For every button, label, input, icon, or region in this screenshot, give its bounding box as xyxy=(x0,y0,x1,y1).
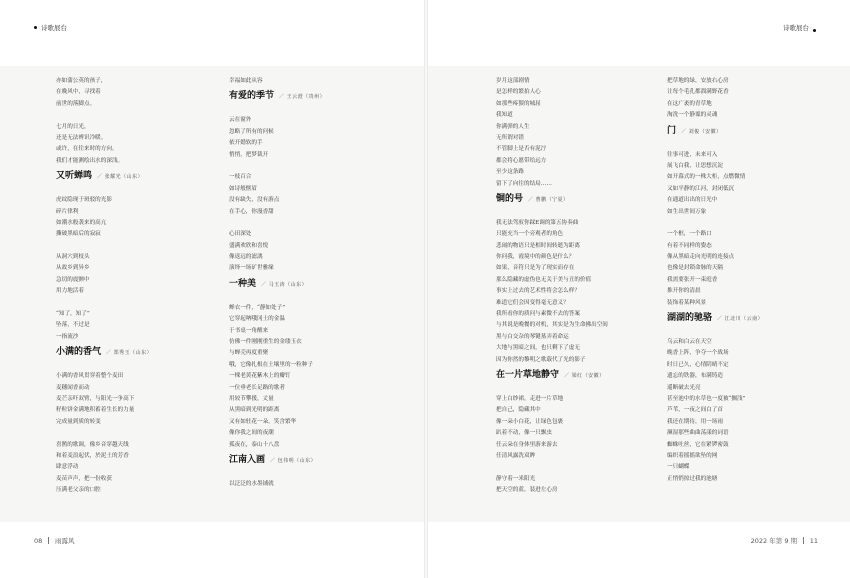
poem-line: 我无法驾驭你踩E调的第五协奏曲 xyxy=(496,219,579,226)
poem-line: 蜘蛛吐丝，它在紧锣密鼓 xyxy=(667,441,729,448)
right-page-column-1 xyxy=(496,76,666,497)
poem-line: 装饰着某种风景 xyxy=(667,299,707,306)
poem-line: 喜鹊的歌调，像乡音穿越天线 xyxy=(56,441,129,448)
poem-line: 撕破黑暗后的寂寂 xyxy=(56,231,101,238)
left-footer xyxy=(34,536,74,545)
poem-stanza xyxy=(56,122,226,168)
poem-stanza xyxy=(56,252,226,298)
poem-line: 事实上过去的艺术性将会怎么样？ xyxy=(496,288,580,295)
poem-line: 任云朵在身体里游来游去 xyxy=(496,441,558,448)
poem-title: 有爱的季节 xyxy=(229,91,275,102)
poem-line: 也像是封锁命脉的天隔 xyxy=(667,265,723,272)
right-section-name: 诗歌展台 xyxy=(783,24,809,32)
poem-line: 或许，在往来时的方向。 xyxy=(56,146,118,153)
poem-title: 小满的香气 xyxy=(56,347,102,358)
poem-line: 仿佛一件刚刚重生的金缕玉衣 xyxy=(229,339,302,346)
poem-line: 一指流沙 xyxy=(56,333,79,340)
poem-line: 任清风露洗双眸 xyxy=(496,452,536,459)
stanza-break xyxy=(56,298,226,309)
poem-title-block xyxy=(56,171,226,191)
poem-line: 它穿起呐哦冈土的金温 xyxy=(229,316,285,323)
poem-title-block xyxy=(667,126,837,146)
right-page xyxy=(428,0,850,578)
poem-stanza xyxy=(56,76,226,110)
bullet-icon xyxy=(813,29,816,32)
right-page-column-2 xyxy=(667,76,837,485)
poem-line: 与蝉壳再度重聚 xyxy=(229,350,269,357)
poem-line: 盛满欢欣和喜悦 xyxy=(229,242,269,249)
poem-title: 门 xyxy=(667,125,677,136)
poem-line: 静守着一米阳光 xyxy=(496,475,536,482)
poem-line: 展飞白我，让思想沉淀 xyxy=(667,162,723,169)
poem-line: 芦苇，一夜之间白了首 xyxy=(667,407,723,414)
poem-line: 趴着不动，像一只飘虫 xyxy=(496,430,552,437)
poem-stanza xyxy=(229,303,399,451)
poem-line: 把天空的蓝，装进左心房 xyxy=(496,487,558,494)
poem-line: 如潮水般袭来的高亢 xyxy=(56,219,107,226)
poem-line: 我还在期待，用一场雨 xyxy=(667,418,723,425)
poem-line: 如开幕式的一株大柜，点燃微情 xyxy=(667,174,746,181)
poem-line: 像一朵小白花，让绿色包裹 xyxy=(496,418,564,425)
poem-line: 于书桌一角醒来 xyxy=(229,327,269,334)
poem-line: 编织着摇摇欲坠的网 xyxy=(667,452,718,459)
stanza-break xyxy=(229,218,399,229)
poem-line: 从洞穴到枝头 xyxy=(56,254,90,261)
poem-line: 正悄悄掠过我的池塘 xyxy=(667,475,718,482)
poem-line: 小满的香风贯穿着整个麦田 xyxy=(56,373,124,380)
poem-line: 蝉衣一件，“静如处子” xyxy=(229,304,286,311)
poem-line: 还是无法辨识冷暖。 xyxy=(56,134,107,141)
poem-line: 坠落，不过是 xyxy=(56,322,90,329)
poem-author: ／ 梁红（安徽） xyxy=(564,372,605,379)
poem-stanza xyxy=(496,76,666,190)
poem-line: 与其说是晚餐的对机，其实是为生命拂出空间 xyxy=(496,322,608,329)
right-running-header xyxy=(783,23,816,32)
poem-title-block xyxy=(229,279,399,299)
poem-line: 不管脚上是否有泥泞 xyxy=(496,146,547,153)
poem-line: 把自己，隐藏其中 xyxy=(496,407,541,414)
poem-line: 有着不同样的姿态 xyxy=(667,242,712,249)
poem-stanza xyxy=(496,474,666,497)
poem-line: 都会将心愿带给远方 xyxy=(496,157,547,164)
poem-line: 黑与白交杂的琴键墓弄着命运 xyxy=(496,333,569,340)
right-page-bottom-margin xyxy=(428,522,850,578)
poem-line: 一只蝴蝶 xyxy=(667,464,690,471)
poem-line: 在这广袤的青草地 xyxy=(667,100,712,107)
poem-line: 七月的日光， xyxy=(56,123,90,130)
poem-line: 从黑暗到光明的距离 xyxy=(229,407,280,414)
poem-line: 一位垂老长足路的歌者 xyxy=(229,384,285,391)
poem-stanza xyxy=(229,115,399,161)
poem-author: ／ 曹鹏（宁夏） xyxy=(528,196,569,203)
poem-line: 依开婚软的手 xyxy=(229,140,263,147)
poem-line: 心田深处 xyxy=(229,231,252,238)
poem-line: 孤夜在，泰山十八盘 xyxy=(229,441,280,448)
right-footer xyxy=(751,536,818,545)
poem-title: 一种美 xyxy=(229,278,257,289)
poem-stanza xyxy=(229,76,399,87)
left-section-name: 诗歌展台 xyxy=(41,24,67,32)
poem-line: 在晚风中，寻找着 xyxy=(56,89,101,96)
poem-line: 急切的震颤中 xyxy=(56,276,90,283)
poem-line: 完成量到质的转变 xyxy=(56,418,101,425)
right-page-top-margin xyxy=(428,0,850,66)
poem-stanza xyxy=(496,218,666,366)
poem-line: “知了，知了” xyxy=(56,311,90,318)
poem-line: 演绎一场矿世雅缘 xyxy=(229,265,274,272)
left-page-column-2 xyxy=(229,76,399,490)
poem-line: 我所看你的质问与素微不去的答案 xyxy=(496,311,580,318)
poem-line: 那么隐藏的虚伪也无关于美与丑的价值 xyxy=(496,276,592,283)
stanza-break xyxy=(56,110,226,121)
poem-line: 一枝百合 xyxy=(229,174,252,181)
poem-line: 在通道出出的日光中 xyxy=(667,197,718,204)
poem-title-block xyxy=(496,194,666,214)
poem-title-block xyxy=(229,455,399,475)
poem-line: 忽略了所有的问候 xyxy=(229,128,274,135)
poem-author: ／ 刘俊（安徽） xyxy=(681,128,722,135)
poem-line: 用力地活着 xyxy=(56,288,84,295)
poem-line: 岁月这部剧情 xyxy=(496,78,530,84)
poem-line: 如那些疼猥的城屈 xyxy=(496,100,541,107)
left-page xyxy=(0,0,424,578)
poem-line: 无所谓对错 xyxy=(496,134,524,141)
poem-line: 像返远的滤漓 xyxy=(229,254,263,261)
poem-line: 云在窗外 xyxy=(229,117,252,124)
poem-line: 籽粒饼金满地积蓄着生长的力量 xyxy=(56,407,135,414)
poem-line: 麦苗声声，把一份收获 xyxy=(56,475,112,482)
poem-title-block xyxy=(56,347,226,367)
poem-line: 用较节攀援，丈量 xyxy=(229,395,274,402)
poem-line: 碎片律利 xyxy=(56,208,79,215)
poem-line: 淘洗一个静谧的灵魂 xyxy=(667,112,718,119)
poem-line: 乌云和白云在天空 xyxy=(667,339,712,346)
poem-author: ／ 江北川（云南） xyxy=(717,316,764,323)
poem-author: ／ 郑秀玉（山东） xyxy=(106,350,153,357)
bullet-icon xyxy=(34,26,37,29)
poem-line: 如生出世间万象 xyxy=(667,208,707,215)
stanza-break xyxy=(56,241,226,252)
poem-title: 湖湖的驰骆 xyxy=(667,313,713,324)
poem-line: 让每个毛孔都溜满野花香 xyxy=(667,89,729,96)
poem-line: 我们才能测绘出水的深浅。 xyxy=(56,157,124,164)
poem-line: 哦，它像扎根在土壤里的一粒种子 xyxy=(229,361,313,368)
poem-stanza xyxy=(56,195,226,241)
footer-divider xyxy=(803,537,804,544)
poem-line: 虎纹隐现于斑驳的光影 xyxy=(56,197,112,204)
poem-stanza xyxy=(56,440,226,497)
left-page-number: 08 xyxy=(34,536,43,545)
poem-line: 是怎样的繁拍人心 xyxy=(496,89,541,96)
issue-label: 2022 年第 9 期 xyxy=(750,537,798,545)
poem-line: 悄悄，把梦裁开 xyxy=(229,151,269,158)
poem-line: 幸福如此从容 xyxy=(229,78,263,84)
poem-line: 又有如驻花一朵，笑含繁华 xyxy=(229,418,297,425)
poem-line: 留下了向往的结局…… xyxy=(496,180,552,187)
poem-line: 你满弹的人生 xyxy=(496,123,530,130)
poem-title: 又听蝉鸣 xyxy=(56,171,93,182)
poem-line: 我需要张开一束庭香 xyxy=(667,276,718,283)
poem-author: ／ 张耀光（山东） xyxy=(97,174,144,181)
poem-line: 压满老父亲的口腔 xyxy=(56,487,101,494)
poem-line: 像你我之间的夜潮 xyxy=(229,430,274,437)
poem-line: 晚香上阵，争夺一个战场 xyxy=(667,350,729,357)
poem-line: 遥断破去光亮 xyxy=(667,384,701,391)
left-page-bottom-margin xyxy=(0,522,424,578)
poem-title-block xyxy=(496,370,666,390)
poem-line: 我知道 xyxy=(496,112,513,119)
poem-line: 难道它们会因变得毫无意义？ xyxy=(496,299,569,306)
poem-line: 推开你的清晨 xyxy=(667,288,701,295)
left-page-column-1 xyxy=(56,76,226,497)
left-running-header xyxy=(34,23,67,32)
poem-line: 因为你然的黎明之歌载代了光的影子 xyxy=(496,356,586,363)
poem-stanza xyxy=(229,229,399,275)
poem-line: 没有缺失，没有游点 xyxy=(229,197,280,204)
poem-line: 一个框，一个路口 xyxy=(667,231,712,238)
poem-line: 大地与黑暗之间，也只剩下了虚无 xyxy=(496,345,580,352)
poem-line: 从故乡到异乡 xyxy=(56,265,90,272)
poem-stanza xyxy=(667,76,837,122)
left-page-top-margin xyxy=(0,0,424,66)
poem-title: 江南入画 xyxy=(229,454,266,465)
poem-line: 把草地的绿，安放右心房 xyxy=(667,78,729,84)
poem-title: 在一片草地静守 xyxy=(496,369,560,380)
poem-stanza xyxy=(56,309,226,343)
poem-author: ／ 马玉涛（山东） xyxy=(261,281,308,288)
poem-title-block xyxy=(667,313,837,333)
poem-line: 如果，音符只是为了现实而存在 xyxy=(496,265,575,272)
right-page-number: 11 xyxy=(809,536,818,545)
poem-title-block xyxy=(229,91,399,111)
poem-line: 只能充当一个旁观者的角色 xyxy=(496,231,564,238)
poem-title: 铜的号 xyxy=(496,193,524,204)
poem-stanza xyxy=(667,150,837,218)
stanza-break xyxy=(496,462,666,473)
footer-divider xyxy=(48,537,49,544)
poem-line: 像从黑暗走向光明的连接点 xyxy=(667,254,735,261)
poem-line: 麦穗闻香而动 xyxy=(56,384,90,391)
poem-line: 至少这条路 xyxy=(496,169,524,176)
poem-line: 穿上白纱裙，走进一片草地 xyxy=(496,395,564,402)
poem-stanza xyxy=(667,229,837,309)
poem-line: 往事可进，未来可入 xyxy=(667,151,718,158)
poem-line: 如诗般惬眉 xyxy=(229,185,257,192)
poem-stanza xyxy=(229,479,399,490)
magazine-name: 雨露风 xyxy=(54,537,75,545)
poem-line: 亦如蒲公英的孩子， xyxy=(56,78,107,84)
poem-line: 肆意浮动 xyxy=(56,464,79,471)
poem-line: 遗忘的铁器，布满铸造 xyxy=(667,373,723,380)
poem-line: 以泛泛的水墨铺就 xyxy=(229,480,274,487)
poem-stanza xyxy=(496,394,666,462)
poem-line: 麦芒亲吓双臂，与阳光一争高下 xyxy=(56,395,135,402)
poem-stanza xyxy=(229,172,399,218)
poem-line: 前世的落脚点。 xyxy=(56,100,96,107)
poem-author: ／ 王云澄（贵州） xyxy=(279,94,326,101)
poem-line: 你问我，霞境中的颜色是什么？ xyxy=(496,254,575,261)
poem-stanza xyxy=(56,371,226,428)
poem-line: 一棵老黄花紫木上的瓣钉 xyxy=(229,373,291,380)
poem-line: 濒湿那些曲曲荡漾的词语 xyxy=(667,430,729,437)
poem-line: 在手心，你漫香甜 xyxy=(229,208,274,215)
poem-author: ／ 包伟明（山东） xyxy=(270,457,317,464)
stanza-break xyxy=(229,161,399,172)
poem-stanza xyxy=(667,337,837,485)
poem-line: 时日已久，心情阴晴不定 xyxy=(667,361,729,368)
poem-line: 悲闹的物语只是相时间转逝为距离 xyxy=(496,242,580,249)
stanza-break xyxy=(56,428,226,439)
poem-line: 甚至池中的水草也一度被“搁浅” xyxy=(667,395,746,402)
poem-line: 和着麦浪起伏，於泥土的芳香 xyxy=(56,452,129,459)
stanza-break xyxy=(667,218,837,229)
poem-line: 又如平静的江河，封闭低沉 xyxy=(667,185,735,192)
